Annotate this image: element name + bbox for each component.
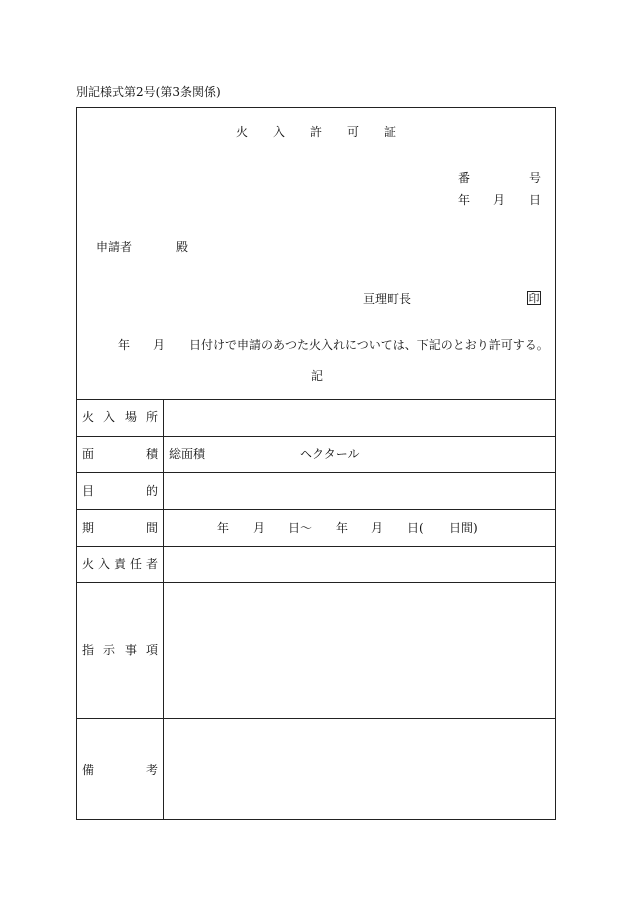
title-char: 証	[384, 125, 397, 139]
period-days: 日間)	[449, 521, 478, 535]
label-char: 項	[146, 643, 159, 657]
row-label	[82, 521, 158, 535]
table-rule	[76, 718, 556, 719]
number-suffix: 号	[529, 171, 542, 185]
row-label	[82, 557, 158, 571]
statement-month: 月	[153, 338, 166, 352]
period-end-day: 日(	[407, 521, 424, 535]
number-label: 番	[458, 171, 471, 185]
hectare-unit: ヘクタール	[300, 447, 360, 461]
column-divider	[163, 399, 164, 820]
period-end-month: 月	[371, 521, 384, 535]
label-char: 期	[82, 521, 95, 535]
label-char: 入	[98, 557, 111, 571]
label-char: 目	[82, 484, 95, 498]
label-char: 面	[82, 447, 95, 461]
row-label	[82, 447, 158, 461]
statement-sentence: 日付けで申請のあつた火入れについては、下記のとおり許可する。	[189, 338, 549, 352]
title-char: 許	[310, 125, 323, 139]
label-char: 場	[125, 410, 138, 424]
label-char: 積	[146, 447, 159, 461]
label-char: 事	[125, 643, 138, 657]
table-rule	[76, 436, 556, 437]
notation-mark: 記	[311, 369, 324, 383]
title-char: 入	[273, 125, 286, 139]
form-caption: 別記様式第2号(第3条関係)	[76, 85, 221, 99]
table-rule	[76, 399, 556, 400]
label-char: 示	[103, 643, 116, 657]
label-char: 間	[146, 521, 159, 535]
label-char: 指	[82, 643, 95, 657]
applicant-label: 申請者	[96, 240, 133, 254]
total-area-label: 総面積	[169, 447, 206, 461]
period-start-year: 年	[217, 521, 230, 535]
label-char: 備	[82, 763, 95, 777]
label-char: 火	[82, 410, 95, 424]
label-char: 入	[103, 410, 116, 424]
date-year: 年	[458, 193, 471, 207]
label-char: 責	[114, 557, 127, 571]
label-char: 火	[82, 557, 95, 571]
title-char: 火	[236, 125, 249, 139]
row-label	[82, 484, 158, 498]
label-char: 所	[146, 410, 159, 424]
seal-mark: 印	[528, 292, 540, 305]
issuer-title: 亘理町長	[363, 292, 412, 306]
period-start-day: 日〜	[288, 521, 313, 535]
label-char: 任	[130, 557, 143, 571]
table-rule	[76, 509, 556, 510]
row-label	[82, 410, 158, 424]
honorific: 殿	[176, 240, 189, 254]
row-label	[82, 643, 158, 657]
date-day: 日	[529, 193, 542, 207]
table-rule	[76, 582, 556, 583]
date-month: 月	[493, 193, 506, 207]
title-char: 可	[347, 125, 360, 139]
table-rule	[76, 472, 556, 473]
label-char: 的	[146, 484, 159, 498]
form-frame	[76, 107, 556, 820]
period-end-year: 年	[336, 521, 349, 535]
period-start-month: 月	[253, 521, 266, 535]
table-rule	[76, 546, 556, 547]
statement-year: 年	[118, 338, 131, 352]
label-char: 考	[146, 763, 159, 777]
row-label	[82, 763, 158, 777]
label-char: 者	[146, 557, 159, 571]
